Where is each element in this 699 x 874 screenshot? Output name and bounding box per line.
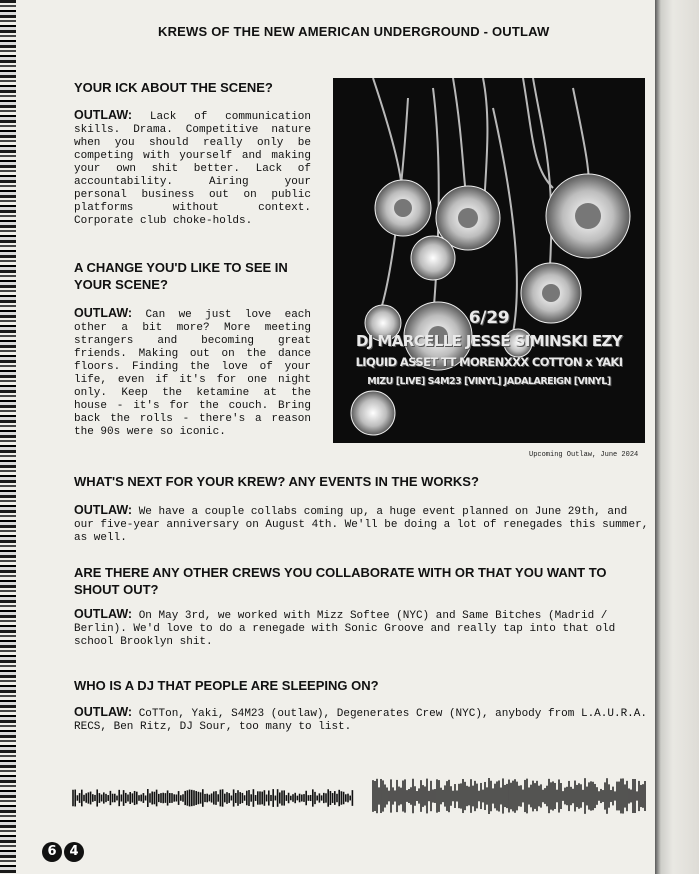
page-header: KREWS OF THE NEW AMERICAN UNDERGROUND - OUTLAW (158, 24, 550, 39)
answer-text: We have a couple collabs coming up, a huge event planned on June 29th, and our five-year anniversary on August 4th. We'll be doing a lot of renegades this summer, as well. (74, 506, 649, 544)
question-heading-5: WHO IS A DJ THAT PEOPLE ARE SLEEPING ON? (74, 678, 379, 693)
flyer-lineup-line-3: MIZU [LIVE] S4M23 [VINYL] JADALAREIGN [VINYL] (367, 376, 611, 387)
waveform-right (372, 772, 647, 820)
question-heading-2: A CHANGE YOU'D LIKE TO SEE IN YOUR SCENE? (74, 260, 288, 292)
answer-text: Lack of communication skills. Drama. Competitive nature when you should really only be competing with yourself and making your own shit better. Lack of accountability. Airing your personal business out on public platforms without context. Corporate club choke-holds. (74, 111, 311, 227)
flyer-lineup-line-2: LIQUID ASSET TT MORENXXX COTTON x YAKI (355, 355, 623, 369)
event-flyer-image (333, 78, 645, 443)
page-number-digit: 6 (42, 842, 62, 862)
flyer-date: 6/29 (468, 308, 510, 328)
flyer-lineup-line-1: DJ MARCELLE JESSE SIMINSKI EZY (355, 332, 623, 350)
flower-illustration (333, 78, 645, 443)
answer-label: OUTLAW: (74, 108, 133, 122)
page-number (42, 842, 84, 862)
answer-text: Can we just love each other a bit more? More meeting strangers and becoming great friends. Making out on the dance floors. Finding the love of your life, even if it's for one night only. Keep the ketamine at the house - it's for the couch. Bring back the rolls - there's a reason the 90s were so iconic. (74, 309, 311, 438)
answer-1 (74, 109, 311, 228)
question-heading-4: ARE THERE ANY OTHER CREWS YOU COLLABORATE WITH OR THAT YOU WANT TO SHOUT OUT? (74, 565, 607, 597)
answer-4 (74, 608, 649, 649)
answer-label: OUTLAW: (74, 306, 133, 320)
binding-edge (0, 0, 16, 874)
question-heading-3: WHAT'S NEXT FOR YOUR KREW? ANY EVENTS IN THE WORKS? (74, 474, 479, 489)
question-heading-1: YOUR ICK ABOUT THE SCENE? (74, 80, 273, 95)
answer-3 (74, 504, 649, 545)
answer-label: OUTLAW: (74, 705, 133, 719)
answer-2 (74, 307, 311, 439)
image-caption: Upcoming Outlaw, June 2024 (529, 451, 639, 459)
waveform-left (72, 778, 354, 818)
answer-label: OUTLAW: (74, 503, 133, 517)
answer-text: On May 3rd, we worked with Mizz Softee (NYC) and Same Bitches (Madrid / Berlin). We'd love to do a renegade with Sonic Groove and really tap into that old school Brooklyn shit. (74, 610, 616, 648)
next-page-edge (655, 0, 699, 874)
answer-label: OUTLAW: (74, 607, 133, 621)
answer-5 (74, 706, 649, 734)
answer-text: CoTTon, Yaki, S4M23 (outlaw), Degenerates Crew (NYC), anybody from L.A.U.R.A. RECS, Ben Ritz, DJ Sour, too many to list. (74, 708, 647, 733)
page-number-digit: 4 (64, 842, 84, 862)
